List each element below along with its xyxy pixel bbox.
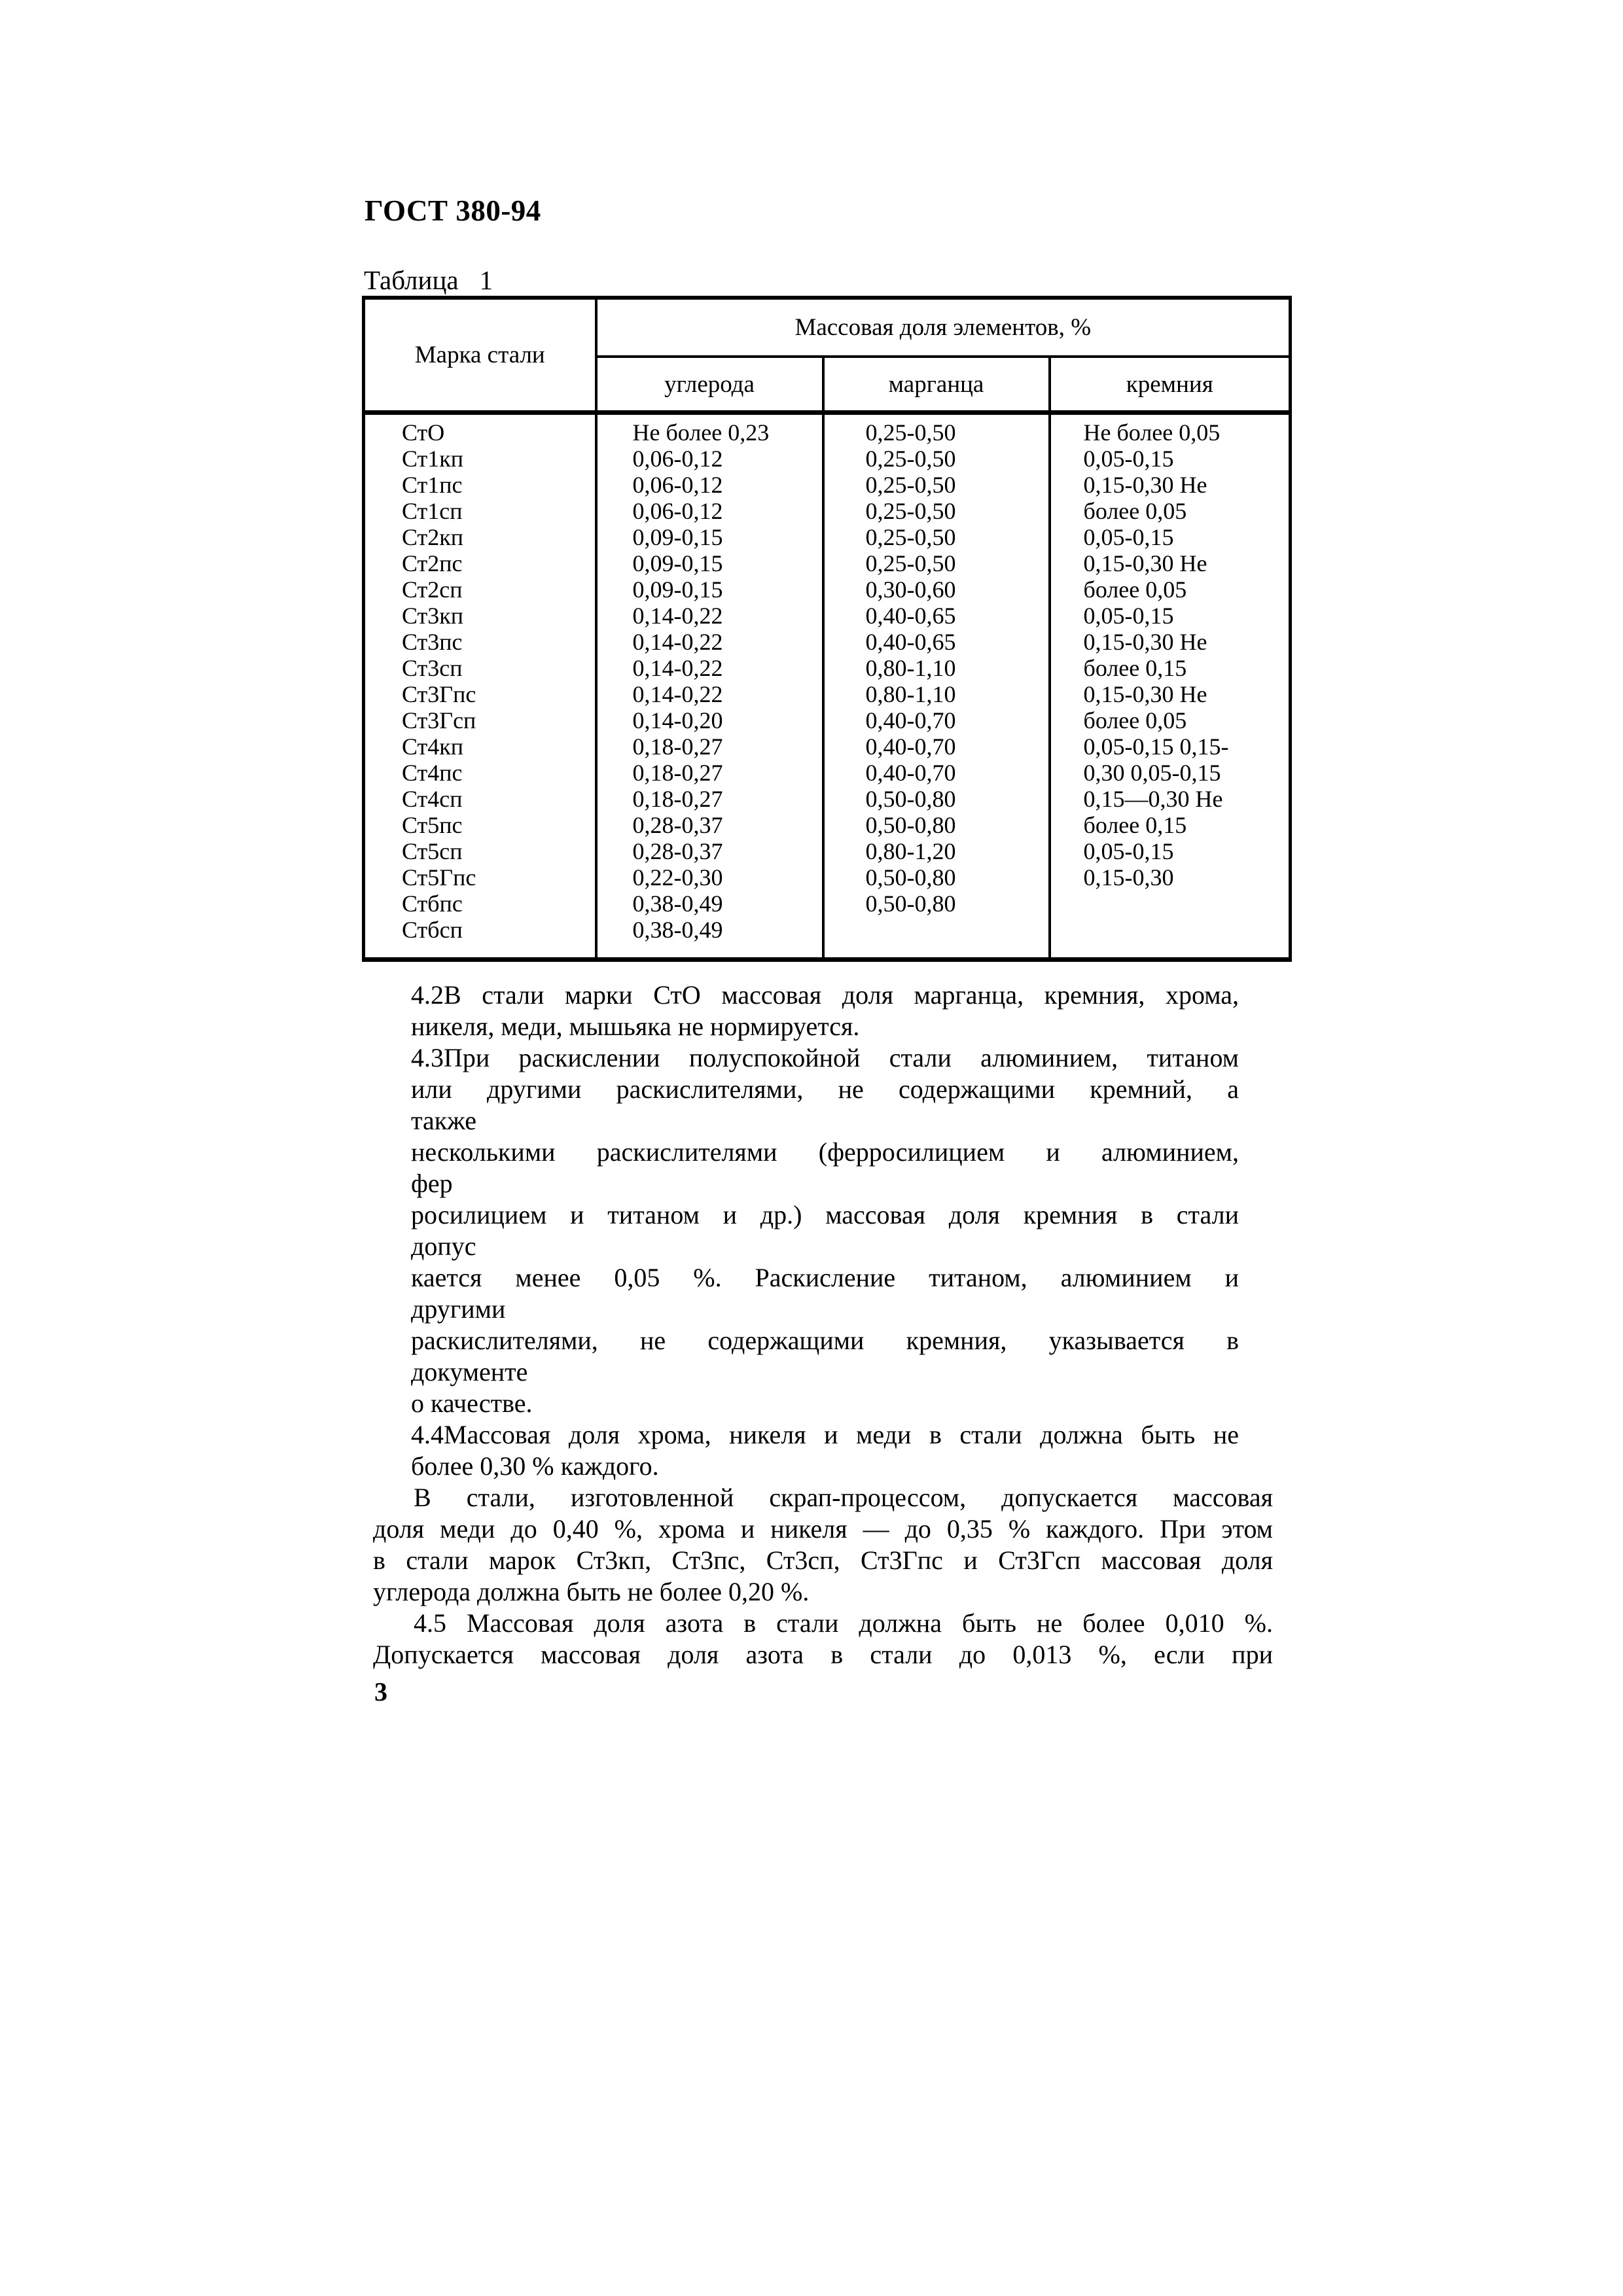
cell-carbon: 0,18-0,27 (596, 760, 823, 786)
cell-carbon: Не более 0,23 (596, 413, 823, 446)
cell-carbon: 0,28-0,37 (596, 812, 823, 838)
cell-manganese: 0,40-0,65 (823, 603, 1050, 629)
cell-grade: Ст4сп (364, 786, 596, 812)
cell-manganese: 0,50-0,80 (823, 812, 1050, 838)
table-row (364, 446, 1291, 472)
table-row (364, 707, 1291, 733)
cell-grade: Ст2кп (364, 524, 596, 550)
text-line: более 0,30 % каждого. (411, 1451, 659, 1481)
cell-grade: Ст1пс (364, 472, 596, 498)
cell-silicon: более 0,05 (1083, 498, 1187, 524)
cell-manganese: 0,50-0,80 (823, 786, 1050, 812)
cell-manganese: 0,80-1,10 (823, 655, 1050, 681)
cell-grade: Ст3кп (364, 603, 596, 629)
text-line: фер (411, 1169, 453, 1198)
table-row (364, 681, 1291, 707)
table-caption (364, 264, 493, 296)
cell-manganese: 0,80-1,10 (823, 681, 1050, 707)
page-number: 3 (374, 1677, 387, 1706)
cell-carbon: 0,14-0,22 (596, 655, 823, 681)
cell-silicon: 0,15-0,30 Не (1083, 550, 1207, 576)
cell-manganese: 0,25-0,50 (823, 524, 1050, 550)
table-body (364, 413, 1291, 960)
cell-grade: СтО (364, 413, 596, 446)
cell-silicon: 0,15-0,30 Не (1083, 472, 1207, 498)
cell-grade: Стбсп (364, 917, 596, 960)
text-line: 4.4Массовая доля хрома, никеля и меди в стали должна быть не (411, 1420, 1239, 1449)
cell-manganese: 0,50-0,80 (823, 891, 1050, 917)
text-line: другими (411, 1294, 506, 1324)
table-row (364, 917, 1291, 960)
text-line: 4.2В стали марки СтО массовая доля марганца, кремния, хрома, (411, 980, 1239, 1010)
text-line: доля меди до 0,40 %, хрома и никеля — до 0,35 % каждого. При этом (373, 1514, 1273, 1544)
cell-manganese: 0,25-0,50 (823, 498, 1050, 524)
cell-silicon: более 0,15 (1083, 655, 1187, 681)
cell-carbon: 0,14-0,22 (596, 629, 823, 655)
table-caption-label: Таблица (364, 265, 459, 295)
steel-composition-table (362, 296, 1292, 962)
cell-grade: Ст4пс (364, 760, 596, 786)
text-line: допус (411, 1231, 476, 1261)
cell-carbon: 0,18-0,27 (596, 786, 823, 812)
text-line: в стали марок Ст3кп, Ст3пс, Ст3сп, Ст3Гпс и Ст3Гсп массовая доля (373, 1545, 1273, 1575)
cell-silicon: 0,15—0,30 Не (1083, 786, 1223, 812)
table-header-row-1 (364, 298, 1291, 357)
cell-grade: Ст5Гпс (364, 864, 596, 891)
cell-manganese (823, 917, 1050, 960)
table-head (364, 298, 1291, 413)
cell-silicon: 0,15-0,30 Не (1083, 681, 1207, 707)
cell-grade: Ст3Гпс (364, 681, 596, 707)
cell-carbon: 0,28-0,37 (596, 838, 823, 864)
cell-silicon: 0,05-0,15 0,15- (1083, 733, 1229, 760)
cell-manganese: 0,40-0,70 (823, 760, 1050, 786)
cell-carbon: 0,14-0,20 (596, 707, 823, 733)
cell-silicon: Не более 0,05 (1083, 419, 1221, 446)
header-cell-grade: Марка стали (364, 298, 596, 413)
cell-carbon: 0,06-0,12 (596, 446, 823, 472)
text-line: росилицием и титаном и др.) массовая доля кремния в стали (411, 1200, 1239, 1229)
cell-manganese: 0,80-1,20 (823, 838, 1050, 864)
text-line: Допускается массовая доля азота в стали до 0,013 %, если при (373, 1640, 1273, 1669)
cell-grade: Ст1сп (364, 498, 596, 524)
header-cell-manganese: марганца (823, 357, 1050, 413)
cell-manganese: 0,25-0,50 (823, 446, 1050, 472)
cell-carbon: 0,09-0,15 (596, 576, 823, 603)
table-row (364, 733, 1291, 760)
text-line: 4.3При раскислении полуспокойной стали алюминием, титаном (411, 1043, 1239, 1072)
text-line: несколькими раскислителями (ферросилицием и алюминием, (411, 1137, 1239, 1167)
cell-carbon: 0,06-0,12 (596, 472, 823, 498)
cell-carbon: 0,14-0,22 (596, 603, 823, 629)
cell-manganese: 0,25-0,50 (823, 550, 1050, 576)
table-row (364, 413, 1291, 446)
cell-carbon: 0,09-0,15 (596, 524, 823, 550)
text-line: углерода должна быть не более 0,20 %. (373, 1577, 810, 1606)
cell-carbon: 0,38-0,49 (596, 891, 823, 917)
cell-carbon: 0,38-0,49 (596, 917, 823, 960)
cell-silicon: 0,05-0,15 (1083, 524, 1174, 550)
table-row (364, 655, 1291, 681)
cell-manganese: 0,25-0,50 (823, 413, 1050, 446)
text-line: также (411, 1106, 477, 1135)
table-row (364, 472, 1291, 498)
text-line: никеля, меди, мышьяка не нормируется. (411, 1012, 860, 1041)
doc-title: ГОСТ 380-94 (365, 194, 541, 227)
cell-silicon: более 0,15 (1083, 812, 1187, 838)
cell-manganese: 0,30-0,60 (823, 576, 1050, 603)
cell-manganese: 0,50-0,80 (823, 864, 1050, 891)
cell-grade: Ст3пс (364, 629, 596, 655)
cell-silicon: 0,05-0,15 (1083, 446, 1174, 472)
text-line: раскислителями, не содержащими кремния, указывается в (411, 1326, 1239, 1355)
header-cell-silicon: кремния (1050, 357, 1291, 413)
text-line: кается менее 0,05 %. Раскисление титаном, алюминием и (411, 1263, 1239, 1292)
table-row (364, 786, 1291, 812)
cell-grade: Ст3сп (364, 655, 596, 681)
table-row (364, 603, 1291, 629)
cell-silicon: более 0,05 (1083, 707, 1187, 733)
header-cell-elements-group: Массовая доля элементов, % (596, 298, 1291, 357)
text-line: 4.5 Массовая доля азота в стали должна быть не более 0,010 %. (414, 1608, 1273, 1638)
cell-grade: Ст2сп (364, 576, 596, 603)
cell-manganese: 0,40-0,65 (823, 629, 1050, 655)
text-line: В стали, изготовленной скрап-процессом, допускается массовая (414, 1483, 1273, 1512)
cell-silicon: 0,05-0,15 (1083, 838, 1174, 864)
body-text (373, 980, 1273, 1670)
table-row (364, 864, 1291, 891)
header-cell-carbon: углерода (596, 357, 823, 413)
table-row (364, 498, 1291, 524)
cell-grade: Ст1кп (364, 446, 596, 472)
cell-grade: Ст2пс (364, 550, 596, 576)
table-row (364, 812, 1291, 838)
cell-grade: Ст5сп (364, 838, 596, 864)
table-row (364, 760, 1291, 786)
cell-grade: Ст5пс (364, 812, 596, 838)
table-row (364, 891, 1291, 917)
cell-grade: Ст4кп (364, 733, 596, 760)
cell-silicon (1050, 917, 1291, 960)
table-row (364, 576, 1291, 603)
cell-silicon: более 0,05 (1083, 576, 1187, 603)
table-row (364, 524, 1291, 550)
cell-silicon: 0,15-0,30 Не (1083, 629, 1207, 655)
cell-carbon: 0,09-0,15 (596, 550, 823, 576)
cell-silicon: 0,05-0,15 (1083, 603, 1174, 629)
cell-manganese: 0,40-0,70 (823, 707, 1050, 733)
text-line: документе (411, 1357, 528, 1386)
table-row (364, 838, 1291, 864)
cell-carbon: 0,22-0,30 (596, 864, 823, 891)
cell-manganese: 0,25-0,50 (823, 472, 1050, 498)
cell-silicon: 0,15-0,30 (1083, 864, 1174, 891)
table-caption-number: 1 (479, 265, 493, 295)
cell-grade: Ст3Гсп (364, 707, 596, 733)
cell-grade: Стбпс (364, 891, 596, 917)
cell-silicon: 0,30 0,05-0,15 (1083, 760, 1221, 786)
table-row (364, 629, 1291, 655)
table-row (364, 550, 1291, 576)
text-line: или другими раскислителями, не содержащими кремний, а (411, 1074, 1239, 1104)
text-line: о качестве. (411, 1388, 533, 1418)
cell-silicon (1050, 891, 1291, 917)
cell-manganese: 0,40-0,70 (823, 733, 1050, 760)
cell-carbon: 0,06-0,12 (596, 498, 823, 524)
cell-carbon: 0,14-0,22 (596, 681, 823, 707)
cell-carbon: 0,18-0,27 (596, 733, 823, 760)
